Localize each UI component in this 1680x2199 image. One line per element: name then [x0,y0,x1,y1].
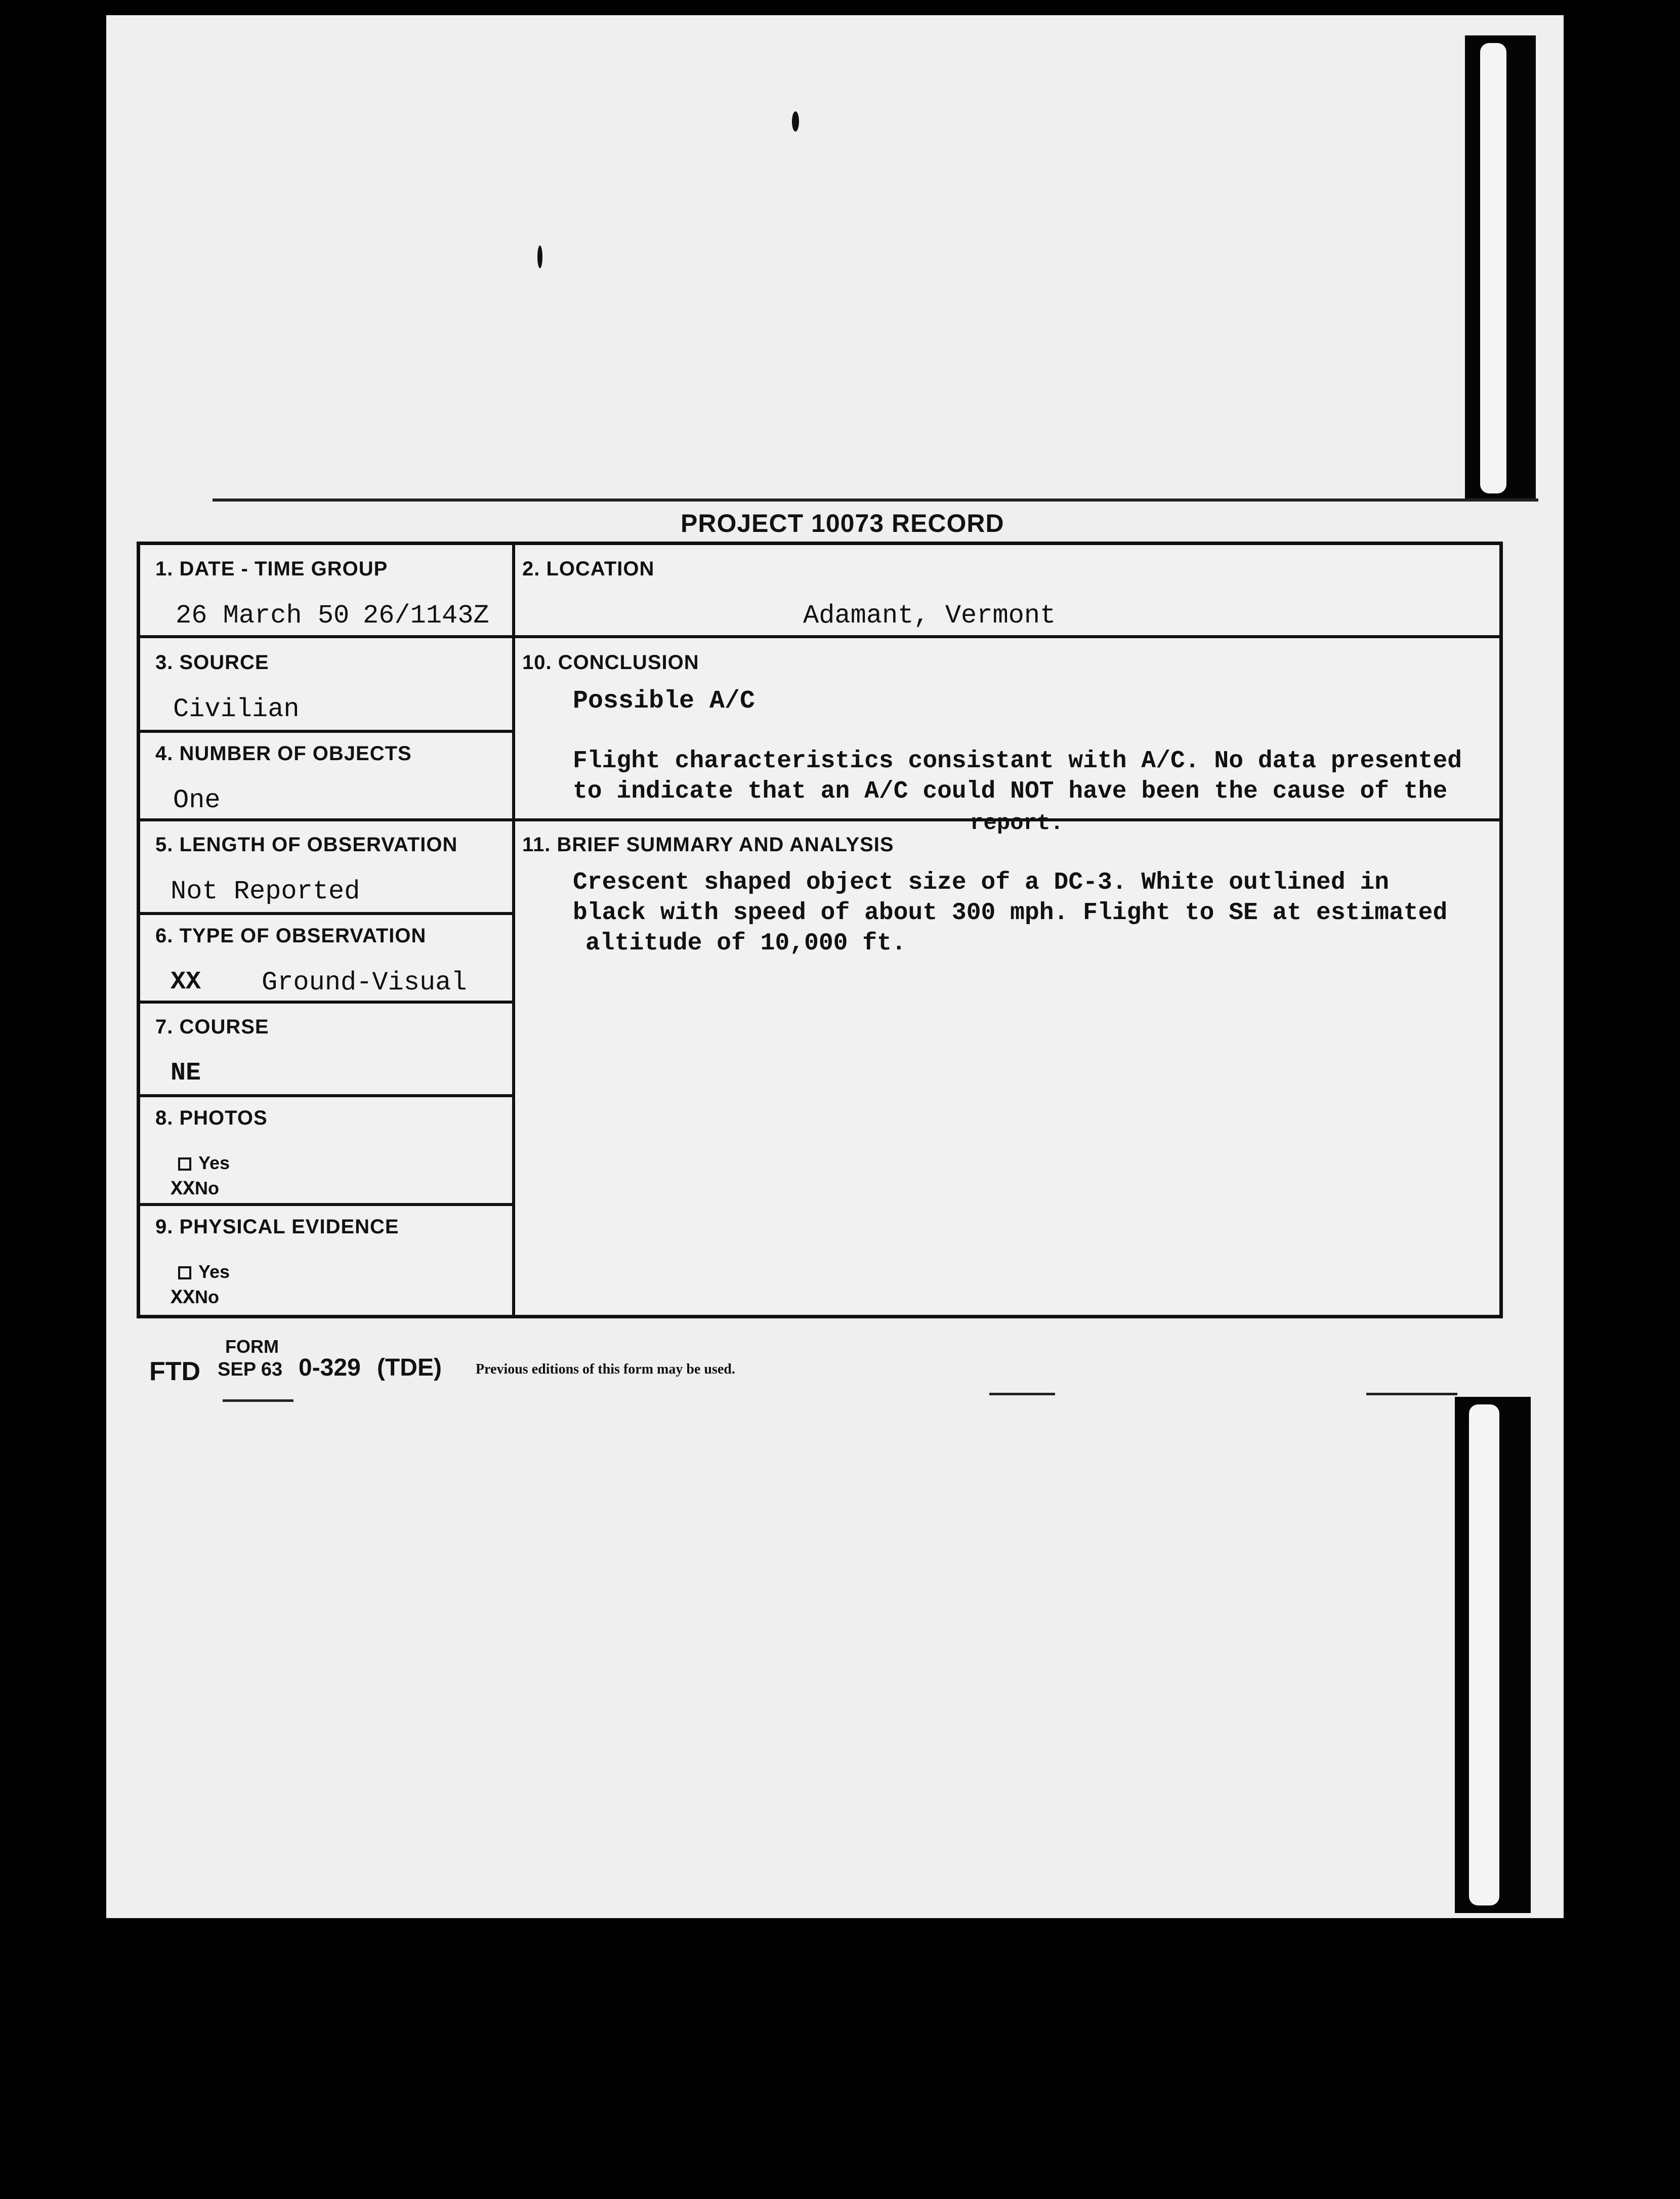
length-of-observation-label: 5. LENGTH OF OBSERVATION [155,834,458,856]
separator-dash [1366,1393,1457,1395]
date-value: 26 March 50 [176,601,350,631]
summary-label: 11. BRIEF SUMMARY AND ANALYSIS [522,834,894,856]
row-divider [140,1094,515,1097]
column-divider [512,545,515,1315]
row-divider [140,1203,515,1206]
separator-dash [989,1393,1055,1395]
photos-label: 8. PHOTOS [155,1107,268,1129]
course-value: NE [171,1059,201,1088]
record-form [137,542,1503,1318]
form-title: PROJECT 10073 RECORD [681,509,1004,537]
footer-date-code: SEP 63 [218,1359,283,1380]
checkbox-icon [178,1157,191,1171]
separator-dash [223,1399,293,1402]
summary-line-3: altitude of 10,000 ft. [585,930,906,957]
row-divider [140,912,515,915]
film-strip-top [1465,35,1536,501]
length-of-observation-value: Not Reported [171,877,360,906]
conclusion-heading: Possible A/C [573,687,755,716]
summary-line-2: black with speed of about 300 mph. Flight to SE at estimated [573,899,1448,927]
physical-evidence-label: 9. PHYSICAL EVIDENCE [155,1216,399,1238]
checkbox-icon [178,1266,191,1279]
date-time-label: 1. DATE - TIME GROUP [155,558,388,580]
conclusion-line-1: Flight characteristics consistant with A/C. No data presented [573,748,1462,775]
physical-evidence-no-option: XXNo [171,1287,220,1310]
location-value: Adamant, Vermont [803,601,1056,631]
row-divider [140,1001,515,1004]
source-value: Civilian [173,694,300,724]
photos-no-mark: XX [171,1178,195,1201]
row-divider [140,730,515,733]
footer-form-word: FORM [225,1336,279,1357]
stray-mark [537,245,542,268]
row-divider [140,818,1501,821]
photos-no-option: XXNo [171,1178,220,1201]
type-of-observation-value: Ground-Visual [262,968,467,998]
type-of-observation-label: 6. TYPE OF OBSERVATION [155,925,427,947]
footer-form-number: 0-329 [299,1354,361,1381]
type-of-observation-mark: XX [171,968,201,997]
footer-ftd: FTD [149,1357,201,1386]
number-of-objects-label: 4. NUMBER OF OBJECTS [155,742,412,765]
course-label: 7. COURSE [155,1016,269,1038]
source-label: 3. SOURCE [155,651,269,674]
summary-line-1: Crescent shaped object size of a DC-3. White outlined in [573,869,1390,896]
film-strip-bottom [1455,1397,1531,1913]
footer-tde: (TDE) [377,1354,442,1381]
photos-yes-option: Yes [178,1152,230,1174]
row-divider [140,635,1501,638]
stray-mark [792,111,799,132]
time-value: 26/1143Z [363,601,489,631]
location-label: 2. LOCATION [522,558,655,580]
top-rule [213,499,1538,502]
number-of-objects-value: One [173,785,221,815]
conclusion-line-2: to indicate that an A/C could NOT have been the cause of the [573,778,1448,805]
footer-note: Previous editions of this form may be used. [476,1361,735,1377]
physical-evidence-yes-option: Yes [178,1261,230,1282]
conclusion-label: 10. CONCLUSION [522,651,699,674]
conclusion-line-3: report. [970,811,1064,836]
physical-evidence-no-mark: XX [171,1287,195,1310]
